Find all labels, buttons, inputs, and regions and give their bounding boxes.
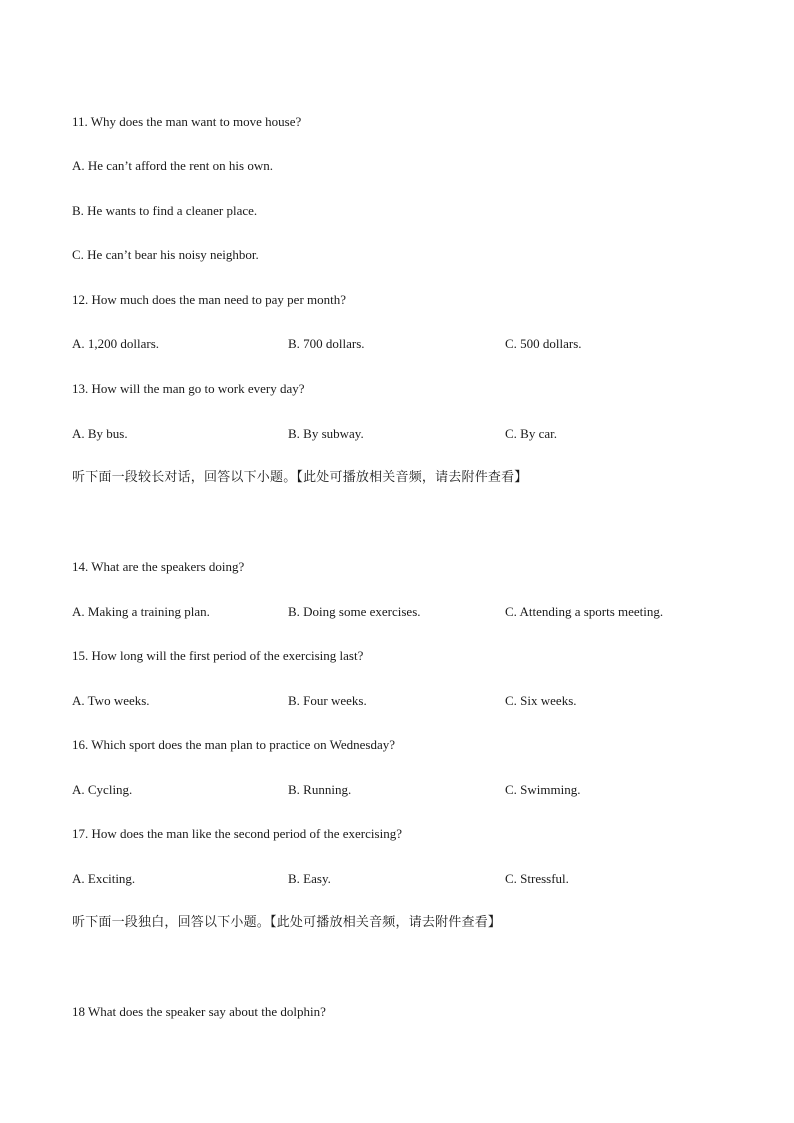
question-11-option-a: A. He can’t afford the rent on his own. (72, 158, 273, 173)
question-12-option-a: A. 1,200 dollars. (72, 336, 160, 351)
question-18-text: 18 What does the speaker say about the dolphin? (72, 1004, 326, 1019)
question-16-option-a: A. Cycling. (72, 782, 133, 797)
question-17-option-b: B. Easy. (288, 871, 331, 886)
question-17-option-a: A. Exciting. (72, 871, 136, 886)
question-13-text: 13. How will the man go to work every day? (72, 381, 305, 396)
question-15-option-a: A. Two weeks. (72, 693, 150, 708)
question-17-options (72, 871, 752, 887)
question-17-text: 17. How does the man like the second period of the exercising? (72, 826, 402, 841)
question-16-options (72, 782, 752, 798)
question-15-options (72, 693, 752, 709)
section-instruction-dialogue: 听下面一段较长对话，回答以下小题。【此处可播放相关音频，请去附件查看】 (72, 470, 528, 485)
question-11-option-c: C. He can’t bear his noisy neighbor. (72, 247, 259, 262)
question-13-option-c: C. By car. (505, 426, 557, 441)
question-14-text: 14. What are the speakers doing? (72, 559, 245, 574)
question-11-option-b: B. He wants to find a cleaner place. (72, 203, 258, 218)
question-15-text: 15. How long will the first period of the exercising last? (72, 648, 364, 663)
section-instruction-monologue: 听下面一段独白，回答以下小题。【此处可播放相关音频，请去附件查看】 (72, 915, 502, 930)
question-13-option-b: B. By subway. (288, 426, 364, 441)
question-14-option-c: C. Attending a sports meeting. (505, 604, 664, 619)
question-12-option-c: C. 500 dollars. (505, 336, 582, 351)
question-12-option-b: B. 700 dollars. (288, 336, 365, 351)
question-13-options (72, 426, 752, 442)
question-14-option-a: A. Making a training plan. (72, 604, 210, 619)
question-16-option-c: C. Swimming. (505, 782, 581, 797)
question-15-option-c: C. Six weeks. (505, 693, 577, 708)
question-16-text: 16. Which sport does the man plan to practice on Wednesday? (72, 737, 396, 752)
question-12-options (72, 336, 752, 352)
question-13-option-a: A. By bus. (72, 426, 128, 441)
question-11-text: 11. Why does the man want to move house? (72, 114, 302, 129)
question-15-option-b: B. Four weeks. (288, 693, 367, 708)
question-14-option-b: B. Doing some exercises. (288, 604, 421, 619)
question-14-options (72, 604, 752, 620)
question-16-option-b: B. Running. (288, 782, 352, 797)
question-12-text: 12. How much does the man need to pay per month? (72, 292, 347, 307)
question-17-option-c: C. Stressful. (505, 871, 569, 886)
